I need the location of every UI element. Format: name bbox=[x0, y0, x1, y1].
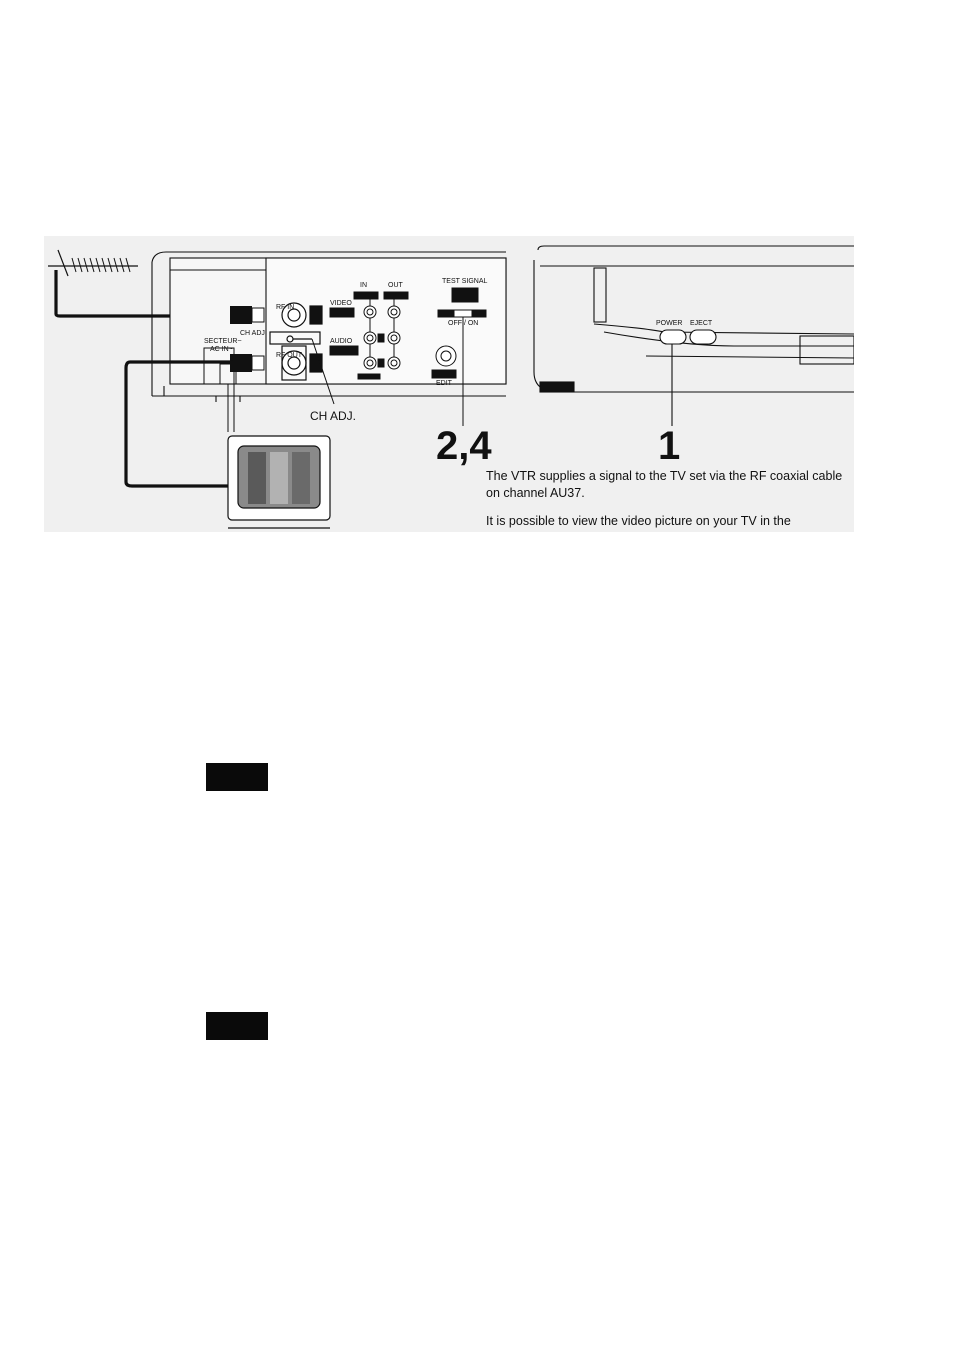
step-number-2-4: 2,4 bbox=[436, 424, 492, 468]
ch-adj-label: CH ADJ. bbox=[310, 409, 357, 423]
test-signal-label: TEST SIGNAL bbox=[442, 278, 488, 285]
note-block-2 bbox=[206, 1012, 268, 1040]
eject-label: EJECT bbox=[690, 320, 713, 327]
step-number-1: 1 bbox=[658, 424, 681, 468]
edit-label: EDIT bbox=[436, 380, 452, 387]
rf-out-label: RF OUT bbox=[276, 352, 303, 359]
in-label: IN bbox=[360, 282, 367, 289]
tv-set-icon bbox=[228, 436, 330, 528]
video-label: VIDEO bbox=[330, 300, 352, 307]
ch-adj-small-label: CH ADJ bbox=[240, 330, 265, 337]
off-on-label: OFF / ON bbox=[448, 320, 479, 327]
paragraph-view-picture: It is possible to view the video picture on your TV in the bbox=[486, 514, 791, 528]
ac-in-label: AC IN~ bbox=[210, 346, 233, 353]
vcr-rear-panel bbox=[152, 252, 506, 402]
connection-illustration bbox=[44, 236, 854, 532]
rf-in-label: RF IN bbox=[276, 304, 295, 311]
out-label: OUT bbox=[388, 282, 403, 289]
vcr-front-panel bbox=[534, 246, 854, 426]
paragraph-rf-signal: The VTR supplies a signal to the TV set via the RF coaxial cable on channel AU37. bbox=[486, 469, 843, 500]
power-label: POWER bbox=[656, 320, 683, 327]
secteur-label: SECTEUR~ bbox=[204, 338, 242, 345]
note-block-1 bbox=[206, 763, 268, 791]
audio-label: AUDIO bbox=[330, 338, 353, 345]
